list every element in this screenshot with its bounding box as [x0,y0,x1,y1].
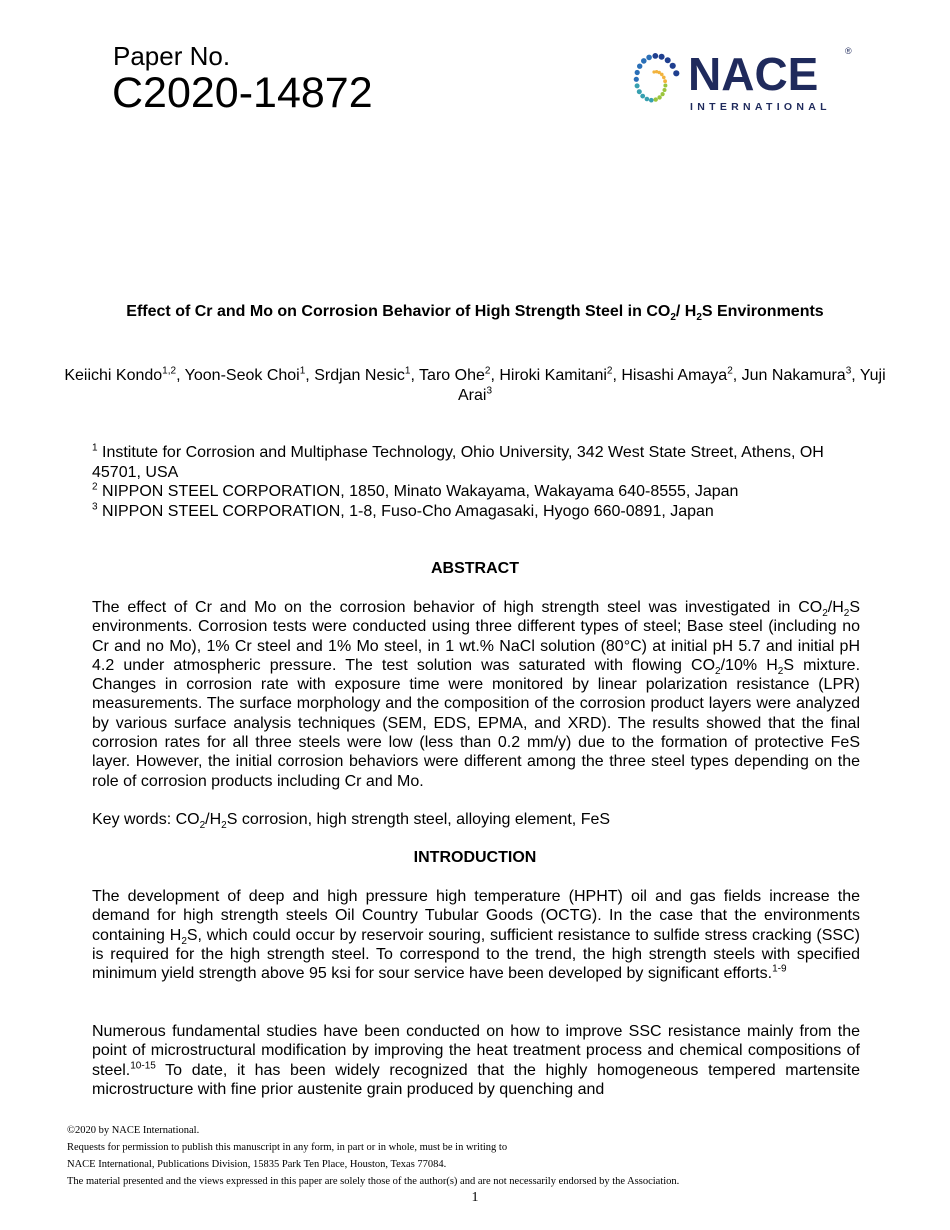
logo-subtitle: INTERNATIONAL [690,101,831,113]
logo-dot [635,70,640,75]
logo-dot [661,92,665,96]
logo-dot [637,89,642,94]
affiliation-item: $^1$ Institute for Corrosion and Multiphase Technology, Ohio University, 342 West State Street, Athens, OH 45701, USA [92,442,824,481]
logo-dot [640,94,645,99]
logo-dot [634,77,639,82]
logo-dot [635,83,640,88]
logo-dot [641,58,647,64]
nace-logo-emblem-icon [622,46,857,116]
affiliations [92,443,872,521]
author-list: Keiichi Kondo$^{1,2}$, Yoon-Seok Choi$^1$, Srdjan Nesic$^1$, Taro Ohe$^2$, Hiroki Kamitani$^2$, Hisashi Amaya$^2$, Jun Nakamura$^3$, Yuji Arai$^3$ [64,365,886,404]
introduction-paragraph-2: Numerous fundamental studies have been conducted on how to improve SSC resistance mainly from the point of microstructural modification by improving the heat treatment process and chemical compositions of steel.$^{10-15}$ To date, it has been widely recognized that the highly homogeneous tempered martensite microstructure with fine prior austenite grain produced by quenching and [92,1023,860,1098]
footer-line: NACE International, Publications Division, 15835 Park Ten Place, Houston, Texas 77084. [67,1159,447,1170]
logo-dot [649,98,654,103]
logo-dot [663,79,667,83]
logo-dot [637,64,642,69]
affiliation-item: $^3$ NIPPON STEEL CORPORATION, 1-8, Fuso-Cho Amagasaki, Hyogo 660-0891, Japan [92,501,714,520]
logo-dot [673,70,679,76]
abstract-heading: ABSTRACT [431,560,519,577]
nace-logo [622,46,857,116]
logo-dot [665,57,671,63]
paper-id: C2020-14872 [112,69,373,117]
logo-dot [662,76,666,80]
footer-line: Requests for permission to publish this manuscript in any form, in part or in whole, must be in writing to [67,1142,508,1153]
logo-dot [654,97,658,101]
logo-dot [660,73,664,77]
logo-dot [659,54,665,60]
paper-title: Effect of Cr and Mo on Corrosion Behavior of High Strength Steel in $CO_2/$ $H_2S$ Environments [126,303,824,324]
copyright-footer [67,1124,887,1192]
footer-line: ©2020 by NACE International. [67,1125,200,1136]
abstract-body: The effect of Cr and Mo on the corrosion behavior of high strength steel was investigated in $CO_2/H_2S$ environments. Corrosion tests were conducted using three different types of steel; Base steel (including no Cr and no Mo), 1% Cr steel and 1% Mo steel, in 1 wt.% NaCl solution (80°C) at initial pH 5.7 and initial pH 4.2 under atmospheric pressure. The test solution was saturated with flowing $CO_2/10\%$ $H_2S$ mixture. Changes in corrosion rate with exposure time were monitored by linear polarization resistance (LPR) measurements. The surface morphology and the composition of the corrosion product layers were analyzed by various surface analysis techniques (SEM, EDS, EPMA, and XRD). The results showed that the final corrosion rates for all three steels were low (less than 0.2 mm/y) due to the formation of protective FeS layer. However, the initial corrosion behaviors were different among the three steel types depending on the role of corrosion products including Cr and Mo. [92,599,861,790]
logo-wordmark: NACE [688,48,819,100]
logo-dot [646,55,652,61]
logo-dot [663,84,667,88]
logo-dot [645,97,650,102]
logo-dot [670,63,676,69]
logo-registered-mark: ® [845,46,852,56]
footer-line: The material presented and the views expressed in this paper are solely those of the author(s) and are not necessarily endorsed by the Association. [67,1176,680,1187]
keywords: Key words: $CO_2/H_2S$ corrosion, high strength steel, alloying element, FeS [92,811,611,832]
introduction-heading: INTRODUCTION [413,849,537,866]
logo-dot [652,53,658,59]
paper-number-label: Paper No. [113,41,231,71]
logo-dot [663,88,667,92]
affiliation-item: $^2$ NIPPON STEEL CORPORATION, 1850, Minato Wakayama, Wakayama 640-8555, Japan [92,481,739,500]
logo-dot [657,95,661,99]
page-number: 1 [471,1190,479,1205]
introduction-paragraph-1: The development of deep and high pressure high temperature (HPHT) oil and gas fields increase the demand for high strength steels Oil Country Tubular Goods (OCTG). In the case that the environments containing $H_2S$, which could occur by reservoir souring, sufficient resistance to sulfide stress cracking (SSC) is required for the high strength steel. To correspond to the trend, the high strength steels with specified minimum yield strength above 95 ksi for sour service have been developed by significant efforts.$^{1-9}$ [92,888,860,983]
